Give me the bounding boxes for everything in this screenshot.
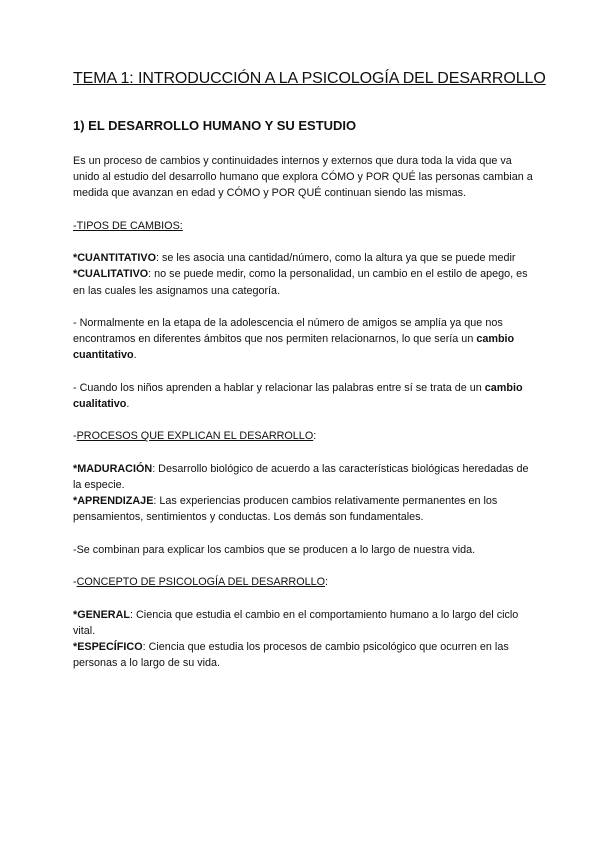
maduracion-label: *MADURACIÓN — [73, 462, 153, 475]
document-title: TEMA 1: INTRODUCCIÓN A LA PSICOLOGÍA DEL DESARROLLO — [73, 70, 546, 87]
concepto-heading-text: CONCEPTO DE PSICOLOGÍA DEL DESARROLLO — [76, 576, 326, 589]
procesos-heading-prefix: - — [73, 430, 77, 443]
especifico-definition — [73, 639, 535, 671]
note-cuantitativo-bold: cambio cuantitativo — [73, 333, 515, 362]
concepto-heading — [73, 574, 535, 590]
general-label: *GENERAL — [73, 608, 130, 621]
concepto-heading-suffix: : — [325, 576, 329, 589]
maduracion-definition — [73, 461, 535, 493]
procesos-heading-text: PROCESOS QUE EXPLICAN EL DESARROLLO — [76, 430, 314, 443]
intro-paragraph: Es un proceso de cambios y continuidades internos y externos que dura toda la vida que va unido al estudio del desarrollo humano que explora CÓMO y POR QUÉ las personas cambian a medida que avanzan en edad y CÓMO y POR QUÉ continuan siendo las mismas. — [73, 155, 533, 200]
procesos-heading-suffix: : — [313, 430, 317, 443]
maduracion-text: : Desarrollo biológico de acuerdo a las características biológicas heredadas de la especie. — [73, 462, 529, 491]
document-body — [73, 153, 535, 671]
aprendizaje-definition — [73, 493, 535, 525]
note-cualitativo — [73, 380, 535, 412]
general-definition — [73, 607, 535, 639]
cualitativo-text: : no se puede medir, como la personalidad, un cambio en el estilo de apego, es en las cuales les asignamos una categoría. — [73, 268, 528, 297]
aprendizaje-label: *APRENDIZAJE — [73, 495, 154, 508]
tipos-heading: -TIPOS DE CAMBIOS: — [73, 219, 183, 232]
section-heading: 1) EL DESARROLLO HUMANO Y SU ESTUDIO — [73, 118, 357, 133]
cualitativo-label: *CUALITATIVO — [73, 268, 149, 281]
note-cuantitativo-end: . — [133, 349, 137, 362]
cuantitativo-label: *CUANTITATIVO — [73, 252, 156, 265]
general-text: : Ciencia que estudia el cambio en el comportamiento humano a lo largo del ciclo vital. — [73, 608, 519, 637]
procesos-note: -Se combinan para explicar los cambios que se producen a lo largo de nuestra vida. — [73, 543, 476, 556]
cuantitativo-text: : se les asocia una cantidad/número, como la altura ya que se puede medir — [155, 252, 516, 265]
especifico-label: *ESPECÍFICO — [73, 640, 143, 653]
concepto-heading-prefix: - — [73, 576, 77, 589]
procesos-heading — [73, 428, 535, 444]
note-cualitativo-bold: cambio cualitativo — [73, 381, 523, 410]
aprendizaje-text: : Las experiencias producen cambios relativamente permanentes en los pensamientos, sentimientos y conductas. Los demás son fundamentales. — [73, 495, 498, 524]
cualitativo-definition — [73, 266, 535, 298]
note-cualitativo-text: - Cuando los niños aprenden a hablar y relacionar las palabras entre sí se trata de un — [73, 381, 485, 394]
especifico-text: : Ciencia que estudia los procesos de cambio psicológico que ocurren en las personas a lo largo de su vida. — [73, 640, 509, 670]
note-cuantitativo — [73, 315, 535, 364]
cuantitativo-definition — [73, 250, 535, 266]
note-cuantitativo-text: - Normalmente en la etapa de la adolescencia el número de amigos se amplía ya que nos encontramos en diferentes ámbitos que nos permiten relacionarnos, lo que sería un — [73, 316, 503, 346]
note-cualitativo-end: . — [126, 397, 130, 410]
